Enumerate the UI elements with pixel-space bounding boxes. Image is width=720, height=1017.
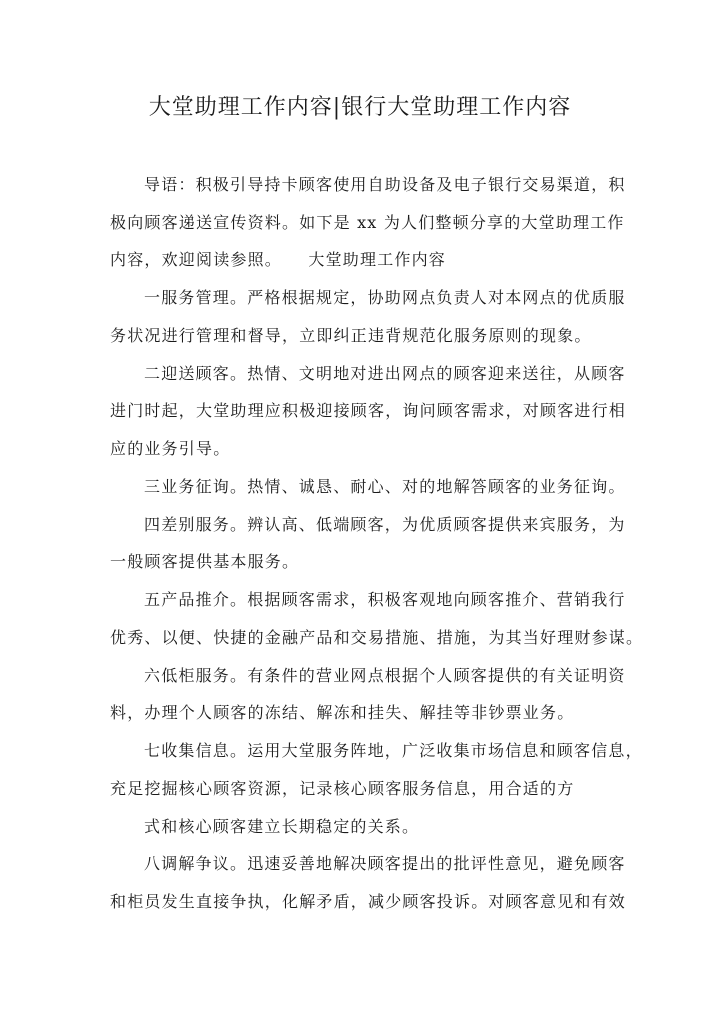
- paragraph-line: 一般顾客提供基本服务。: [110, 552, 300, 571]
- paragraph-line: 务状况进行管理和督导，立即纠正违背规范化服务原则的现象。: [110, 326, 592, 345]
- paragraph-line: 五产品推介。根据顾客需求，积极客观地向顾客推介、营销我行: [144, 590, 626, 609]
- paragraph-line: 一服务管理。严格根据规定，协助网点负责人对本网点的优质服: [144, 288, 626, 307]
- paragraph-line: 和柜员发生直接争执，化解矛盾，减少顾客投诉。对顾客意见和有效: [110, 892, 627, 911]
- paragraph-line: 进门时起，大堂助理应积极迎接顾客，询问顾客需求，对顾客进行相: [110, 401, 627, 420]
- paragraph-line: 八调解争议。迅速妥善地解决顾客提出的批评性意见，避免顾客: [144, 854, 626, 873]
- paragraph-line: 三业务征询。热情、诚恳、耐心、对的地解答顾客的业务征询。: [144, 477, 626, 496]
- paragraph-line: 七收集信息。运用大堂服务阵地，广泛收集市场信息和顾客信息，: [144, 741, 643, 760]
- paragraph-line: 料，办理个人顾客的冻结、解冻和挂失、解挂等非钞票业务。: [110, 703, 575, 722]
- paragraph-line: 充足挖掘核心顾客资源，记录核心顾客服务信息，用合适的方: [110, 779, 575, 798]
- paragraph-line: 式和核心顾客建立长期稳定的关系。: [144, 817, 420, 836]
- paragraph-line: 二迎送顾客。热情、文明地对进出网点的顾客迎来送往，从顾客: [144, 364, 626, 383]
- paragraph-line: 四差别服务。辨认高、低端顾客，为优质顾客提供来宾服务，为: [144, 515, 626, 534]
- paragraph-line: 六低柜服务。有条件的营业网点根据个人顾客提供的有关证明资: [144, 666, 626, 685]
- document-title: 大堂助理工作内容|银行大堂助理工作内容: [148, 95, 572, 120]
- paragraph-line: 极向顾客递送宣传资料。如下是 xx 为人们整顿分享的大堂助理工作: [110, 213, 625, 232]
- paragraph-line: 应的业务引导。: [110, 439, 231, 458]
- paragraph-line: 内容，欢迎阅读参照。 大堂助理工作内容: [110, 250, 447, 269]
- paragraph-line: 优秀、以便、快捷的金融产品和交易措施、措施，为其当好理财参谋。: [110, 628, 644, 647]
- paragraph-line: 导语：积极引导持卡顾客使用自助设备及电子银行交易渠道，积: [144, 175, 626, 194]
